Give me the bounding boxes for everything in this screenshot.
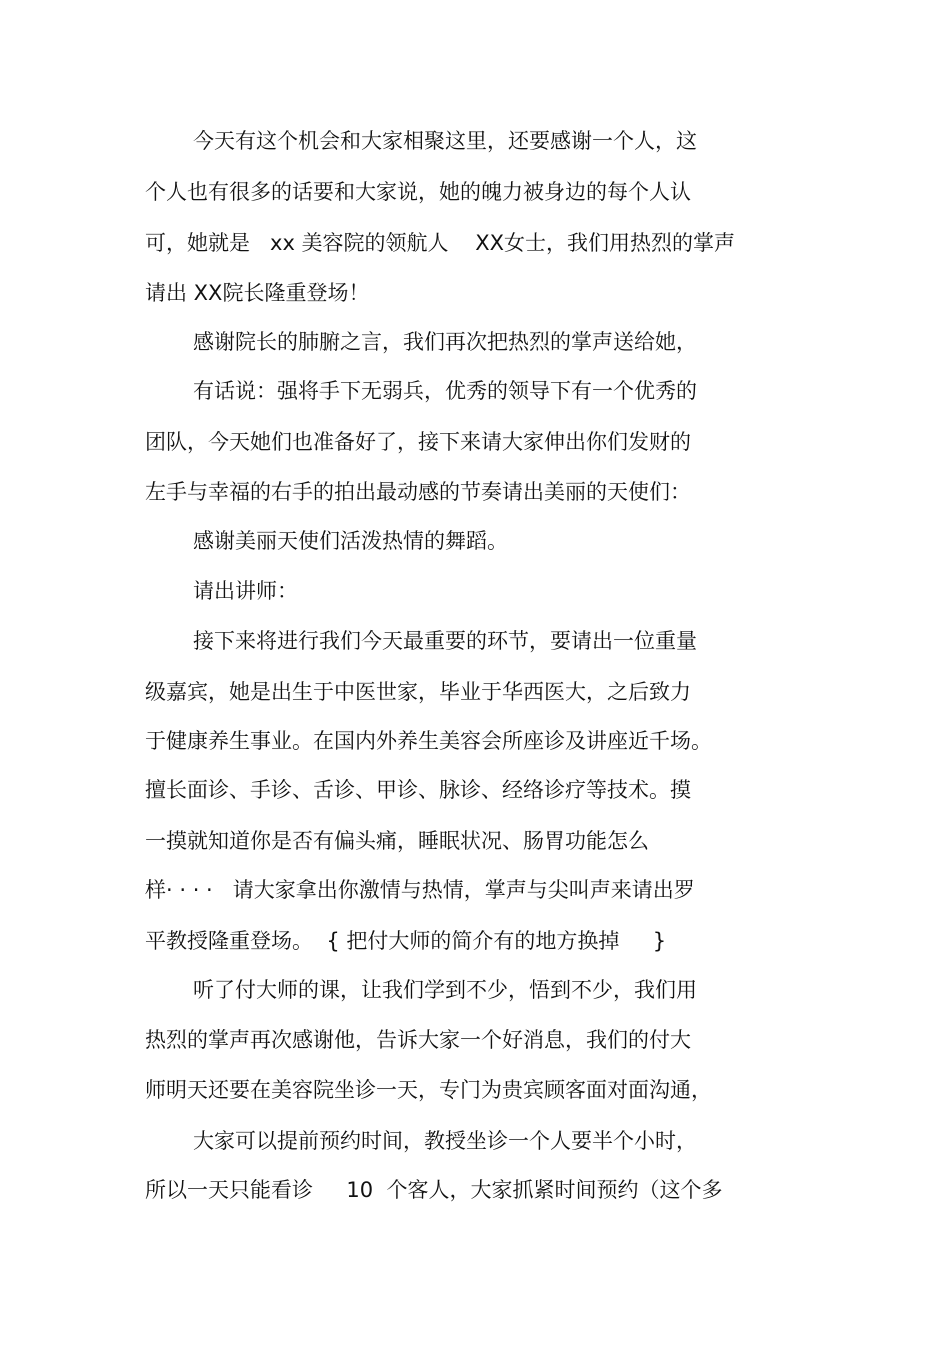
paragraph-line: 有话说：强将手下无弱兵，优秀的领导下有一个优秀的 <box>193 379 697 403</box>
paragraph-line: 请出讲师： <box>193 579 298 603</box>
paragraph-line: 一摸就知道你是否有偏头痛，睡眠状况、肠胃功能怎么 <box>145 829 649 853</box>
paragraph-line: 个人也有很多的话要和大家说，她的魄力被身边的每个人认 <box>145 180 691 204</box>
paragraph-line: 擅长面诊、手诊、舌诊、甲诊、脉诊、经络诊疗等技术。摸 <box>145 778 691 802</box>
paragraph-line: 左手与幸福的右手的拍出最动感的节奏请出美丽的天使们： <box>145 480 691 504</box>
paragraph-line: 感谢美丽天使们活泼热情的舞蹈。 <box>193 529 508 553</box>
paragraph-line: 请出 XX院长隆重登场！ <box>145 281 370 305</box>
paragraph-line: 听了付大师的课，让我们学到不少，悟到不少，我们用 <box>193 978 697 1002</box>
paragraph-line: 接下来将进行我们今天最重要的环节，要请出一位重量 <box>193 629 697 653</box>
paragraph-line: 平教授隆重登场。 { 把付大师的简介有的地方换掉 } <box>145 929 667 953</box>
paragraph-line: 感谢院长的肺腑之言，我们再次把热烈的掌声送给她， <box>193 330 697 354</box>
paragraph-line: 于健康养生事业。在国内外养生美容会所座诊及讲座近千场。 <box>145 729 712 753</box>
paragraph-line: 级嘉宾，她是出生于中医世家，毕业于华西医大，之后致力 <box>145 680 691 704</box>
paragraph-line: 热烈的掌声再次感谢他，告诉大家一个好消息，我们的付大 <box>145 1028 691 1052</box>
paragraph-line: 所以一天只能看诊 10 个客人，大家抓紧时间预约（这个多 <box>145 1178 723 1202</box>
paragraph-line: 可，她就是 xx 美容院的领航人 XX女士，我们用热烈的掌声 <box>145 231 736 255</box>
paragraph-line: 今天有这个机会和大家相聚这里，还要感谢一个人，这 <box>193 129 697 153</box>
paragraph-line: 师明天还要在美容院坐诊一天，专门为贵宾顾客面对面沟通， <box>145 1078 712 1102</box>
paragraph-line: 样· · · · 请大家拿出你激情与热情，掌声与尖叫声来请出罗 <box>145 878 695 902</box>
paragraph-line: 大家可以提前预约时间，教授坐诊一个人要半个小时， <box>193 1129 697 1153</box>
paragraph-line: 团队，今天她们也准备好了，接下来请大家伸出你们发财的 <box>145 430 691 454</box>
